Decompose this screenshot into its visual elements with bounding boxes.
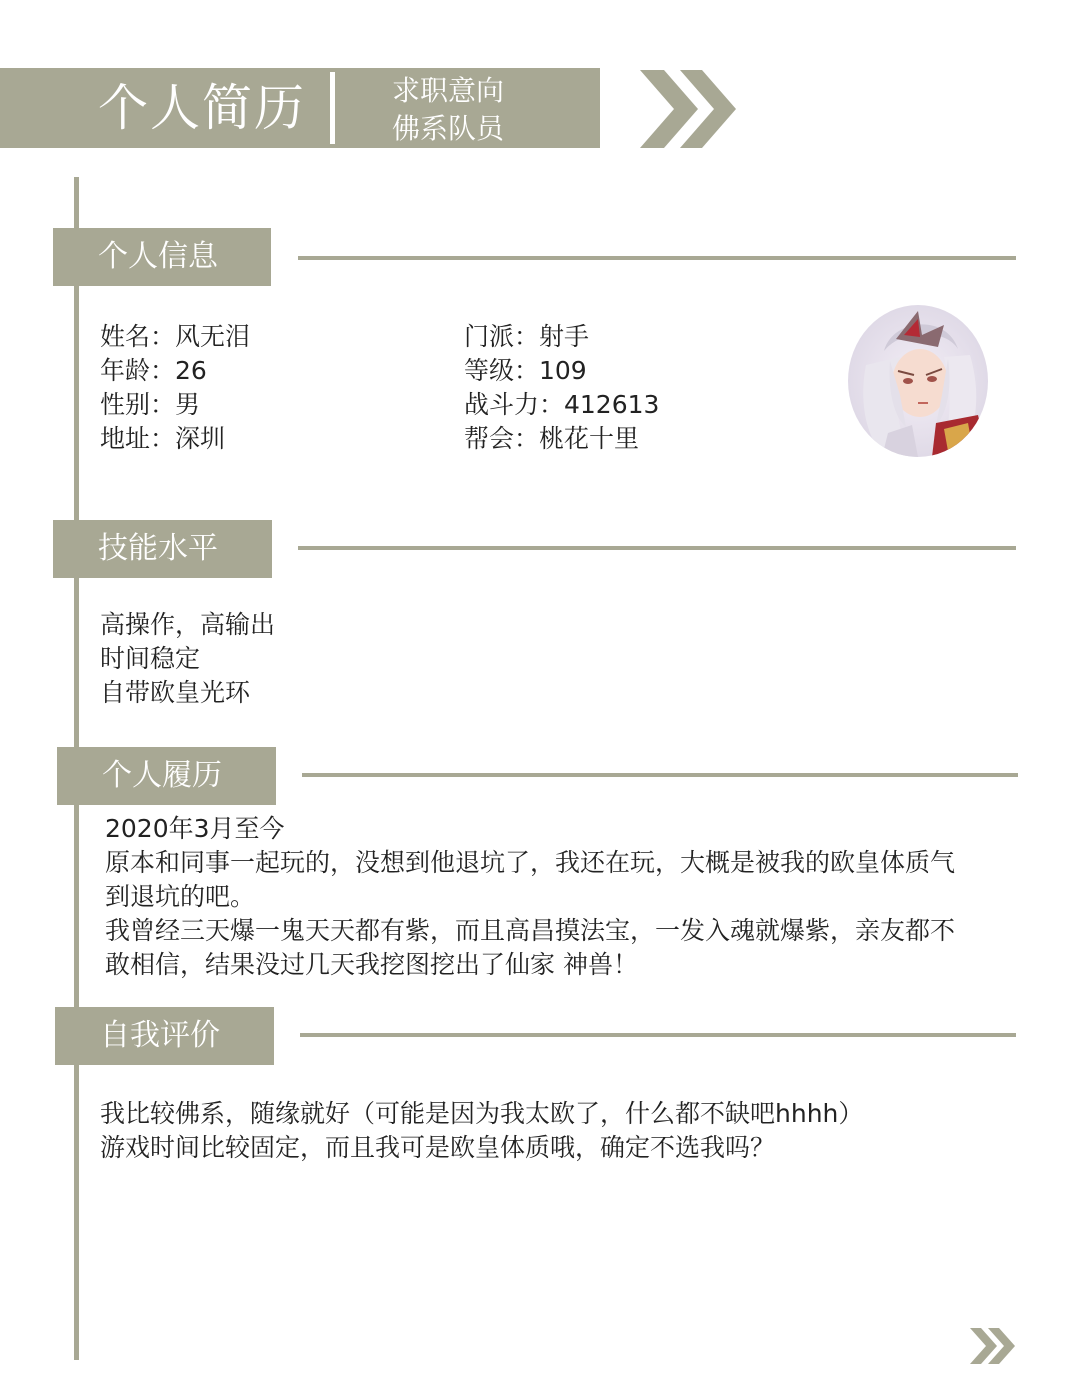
experience-line: 我曾经三天爆一鬼天天都有紫，而且高昌摸法宝，一发入魂就爆紫，亲友都不	[105, 916, 956, 945]
info-address: 地址：深圳	[100, 424, 226, 453]
info-level: 等级：109	[464, 356, 587, 385]
self-eval-line: 我比较佛系，随缘就好（可能是因为我太欧了，什么都不缺吧hhhh）	[100, 1099, 864, 1128]
section-rule	[300, 1033, 1016, 1037]
experience-line: 2020年3月至今	[105, 814, 285, 843]
section-heading-personal-info: 个人信息	[53, 228, 271, 286]
job-intent-label: 求职意向	[392, 74, 505, 107]
section-heading-skills: 技能水平	[53, 520, 272, 578]
job-intent-value: 佛系队员	[392, 112, 505, 145]
double-chevron-right-icon	[640, 70, 740, 148]
double-chevron-right-icon	[970, 1328, 1016, 1364]
skill-item: 自带欧皇光环	[100, 678, 251, 707]
skill-item: 高操作，高输出	[100, 610, 276, 639]
section-rule	[302, 773, 1018, 777]
header-divider	[330, 72, 335, 144]
page-title: 个人简历	[98, 79, 306, 137]
section-heading-experience: 个人履历	[57, 747, 276, 805]
skill-item: 时间稳定	[100, 644, 201, 673]
experience-line: 到退坑的吧。	[105, 882, 256, 911]
info-power: 战斗力：412613	[464, 390, 660, 419]
info-name: 姓名：风无泪	[100, 322, 251, 351]
section-rule	[298, 256, 1016, 260]
section-heading-self-eval: 自我评价	[55, 1007, 274, 1065]
avatar	[848, 305, 988, 457]
experience-line: 敢相信，结果没过几天我挖图挖出了仙家 神兽！	[105, 950, 638, 979]
info-age: 年龄：26	[100, 356, 207, 385]
self-eval-line: 游戏时间比较固定，而且我可是欧皇体质哦，确定不选我吗？	[100, 1133, 776, 1162]
experience-line: 原本和同事一起玩的，没想到他退坑了，我还在玩，大概是被我的欧皇体质气	[105, 848, 956, 877]
info-sect: 门派：射手	[464, 322, 590, 351]
section-rule	[298, 546, 1016, 550]
info-guild: 帮会：桃花十里	[464, 424, 640, 453]
info-gender: 性别：男	[100, 390, 201, 419]
job-intent	[392, 72, 504, 148]
